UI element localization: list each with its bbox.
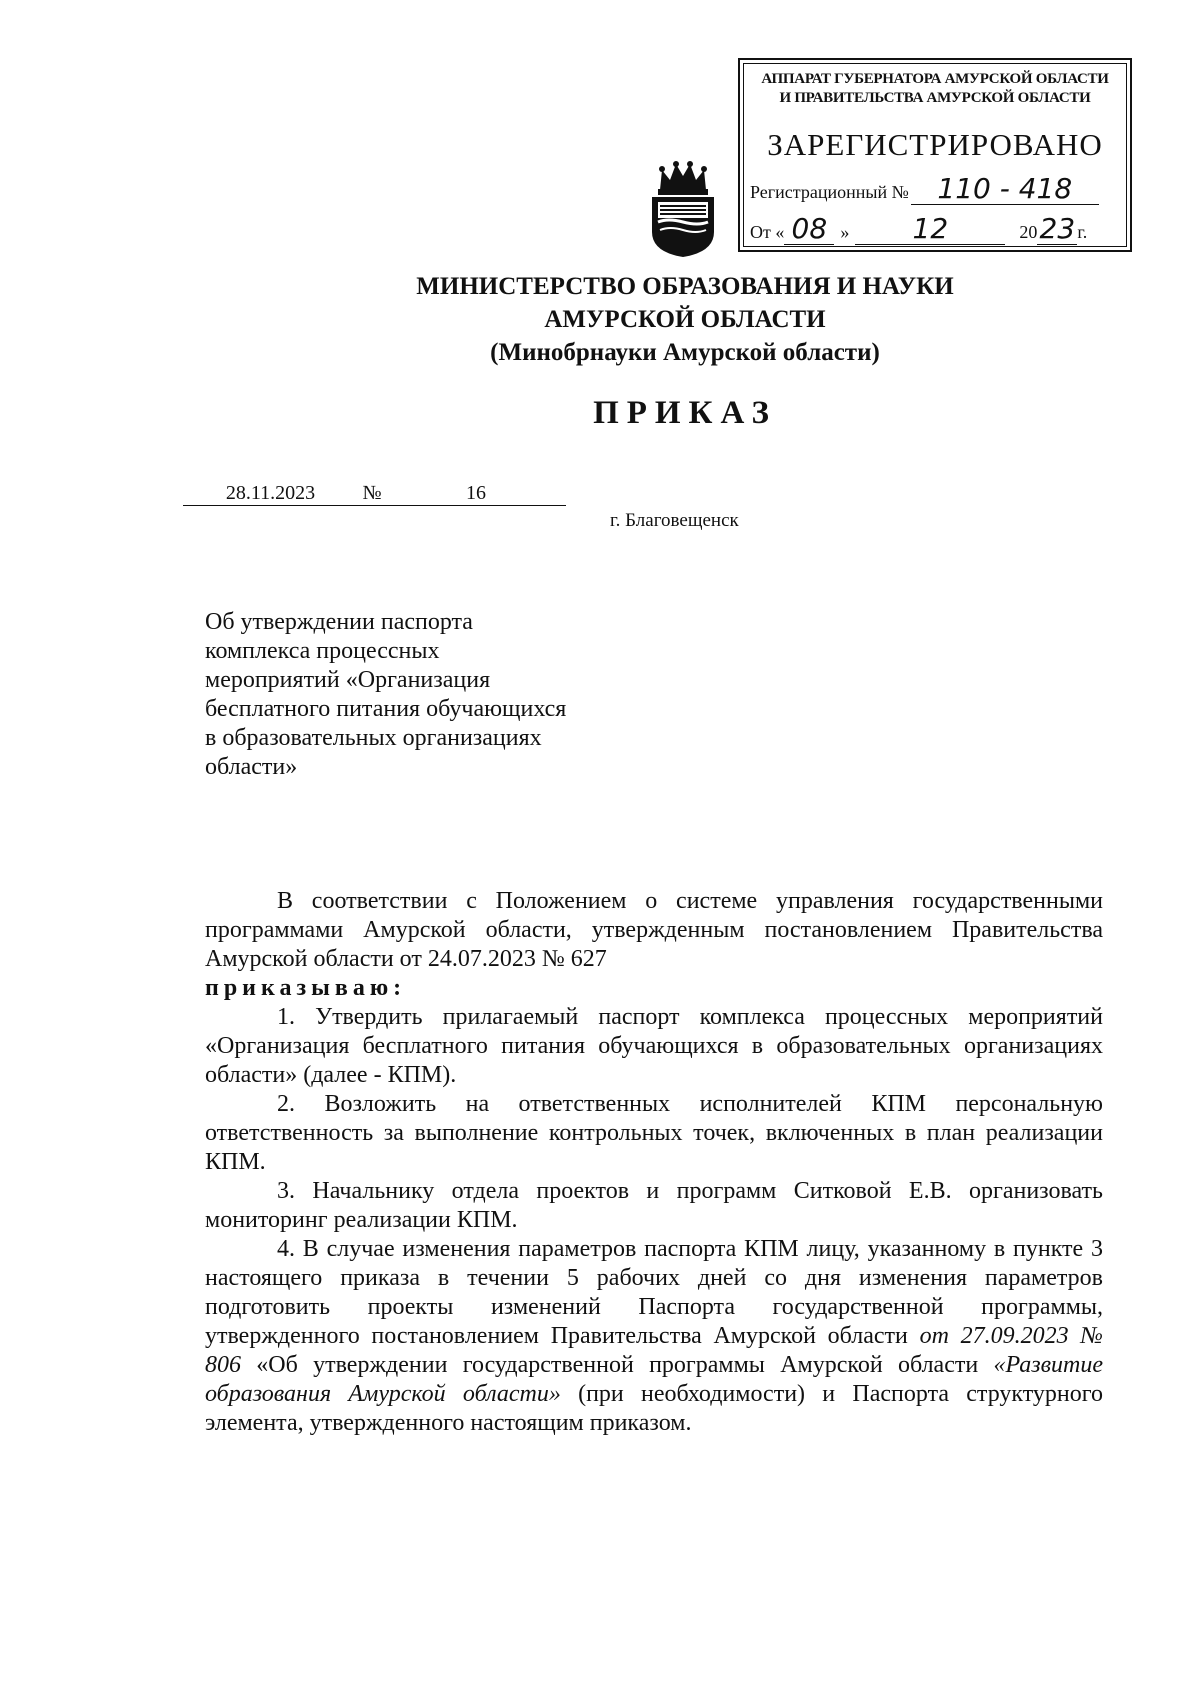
subject-line: бесплатного питания обучающихся	[205, 696, 567, 722]
stamp-registered-text: ЗАРЕГИСТРИРОВАНО	[767, 127, 1103, 162]
order-item-2: 2. Возложить на ответственных исполнителей КПМ персональную ответственность за выполнение контрольных точек, включенных в план реализации КПМ.	[205, 1091, 1103, 1175]
stamp-date-row	[750, 214, 1087, 245]
stamp-reg-row	[750, 174, 1099, 205]
ministry-header	[300, 270, 1070, 369]
order-body	[205, 887, 1103, 1438]
item4-decree-ref: от 27.09.2023 № 806	[205, 1323, 1104, 1378]
order-item-4	[205, 1235, 1103, 1438]
subject-line: мероприятий «Организация	[205, 667, 491, 693]
stamp-agency-line1: АППАРАТ ГУБЕРНАТОРА АМУРСКОЙ ОБЛАСТИ	[761, 71, 1109, 87]
order-city: г. Благовещенск	[610, 510, 739, 531]
stamp-month: 12	[855, 214, 1005, 245]
subject-line: в образовательных организациях	[205, 725, 542, 751]
subject-line: комплекса процессных	[205, 638, 440, 664]
order-subject	[205, 608, 635, 782]
registration-stamp	[738, 58, 1132, 252]
order-word: приказываю:	[205, 975, 407, 1001]
order-item-3: 3. Начальнику отдела проектов и программ Ситковой Е.В. организовать мониторинг реализации КПМ.	[205, 1178, 1103, 1233]
stamp-date-prefix: От «	[750, 222, 785, 242]
ministry-short-name: (Минобрнауки Амурской области)	[490, 339, 880, 366]
ministry-name-line2: АМУРСКОЙ ОБЛАСТИ	[544, 306, 826, 333]
item4-text: «Об утверждении государственной программы Амурской области	[241, 1352, 994, 1378]
item4-text: (при необходимости) и Паспорта структурного элемента, утвержденного настоящим приказом.	[205, 1381, 1103, 1436]
stamp-day: 08	[784, 214, 834, 245]
stamp-date-sep: »	[840, 222, 850, 242]
stamp-agency	[744, 70, 1126, 108]
stamp-inner-frame	[743, 63, 1127, 247]
stamp-year-prefix: 20	[1019, 222, 1038, 242]
order-date-number	[183, 482, 566, 506]
order-item-1: 1. Утвердить прилагаемый паспорт комплекса процессных мероприятий «Организация бесплатного питания обучающихся в образовательных организациях области» (далее - КПМ).	[205, 1004, 1103, 1088]
amur-region-coat-of-arms-icon	[646, 160, 720, 258]
stamp-agency-line2: И ПРАВИТЕЛЬСТВА АМУРСКОЙ ОБЛАСТИ	[779, 90, 1091, 106]
subject-line: Об утверждении паспорта	[205, 609, 473, 635]
document-type: ПРИКАЗ	[593, 395, 777, 431]
preamble: В соответствии с Положением о системе управления государственными программами Амурской области, утвержденным постановлением Правительства Амурской области от 24.07.2023 № 627	[205, 888, 1103, 972]
item4-text: 4. В случае изменения параметров паспорта КПМ лицу, указанному в пункте 3 настоящего приказа в течении 5 рабочих дней со дня изменения параметров подготовить проекты изменений Паспорта государственной программы, утвержденного постановлением Правительства Амурской области	[205, 1236, 1103, 1349]
stamp-year-suffix: 23	[1037, 214, 1077, 245]
stamp-year-g: г.	[1077, 222, 1088, 242]
ministry-name-line1: МИНИСТЕРСТВО ОБРАЗОВАНИЯ И НАУКИ	[416, 273, 954, 300]
item4-program-name: «Развитие образования Амурской области»	[205, 1352, 1103, 1407]
order-number-label: №	[358, 482, 386, 506]
order-date: 28.11.2023	[183, 482, 358, 506]
stamp-reg-number: 110 - 418	[911, 174, 1099, 205]
stamp-reg-label: Регистрационный №	[750, 182, 909, 202]
order-number: 16	[386, 482, 566, 506]
subject-line: области»	[205, 754, 298, 780]
